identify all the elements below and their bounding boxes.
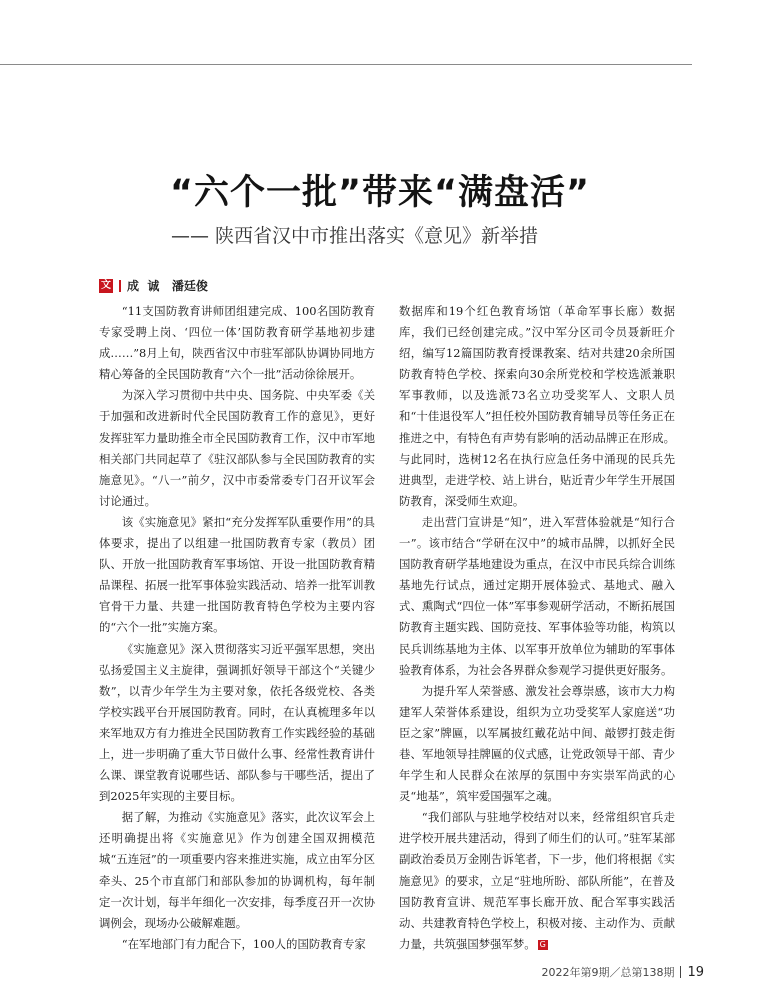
page-number: 19 xyxy=(687,964,704,980)
footer-divider xyxy=(680,966,681,978)
article-title: “六个一批”带来“满盘活” xyxy=(169,173,590,213)
paragraph: “在军地部门有力配合下，100人的国防教育专家 xyxy=(121,936,366,951)
paragraph: 为深入学习贯彻中共中央、国务院、中央军委《关于加强和改进新时代全民国防教育工作的意见》，更好发挥驻军力量助推全市全民国防教育工作，汉中市军地相关部门共同起草了《驻汉部队参与全民国防教育的实施意见》。“八一”前夕，汉中市委常委专门召开议军会讨论通过。 xyxy=(99,388,375,508)
byline xyxy=(99,277,208,294)
paragraph: 该《实施意见》紧扣“充分发挥军队重要作用”的具体要求，提出了以组建一批国防教育专家（教员）团队、开放一批国防教育军事场馆、开设一批国防教育精品课程、拓展一批军事体验实践活动、培养一批军训教官骨干力量、共建一批国防教育特色学校为主要内容的“六个一批”实施方案。 xyxy=(99,514,375,635)
top-rule xyxy=(0,64,692,65)
byline-divider xyxy=(119,280,121,292)
left-column xyxy=(99,301,375,955)
article-subtitle: —— 陕西省汉中市推出落实《意见》新举措 xyxy=(170,225,538,247)
paragraph-text: “我们部队与驻地学校结对以来，经常组织官兵走进学校开展共建活动，得到了师生们的认可。”驻军某部副政治委员万金刚告诉笔者，下一步，他们将根据《实施意见》的要求，立足“驻地所盼、部队所能”，在普及国防教育宣讲、规范军事长廊开放、配合军事实践活动、共建教育特色学校上，积极对接、主动作为、贡献力量，共筑强国梦强军梦。 xyxy=(399,810,675,951)
byline-mark: 文 xyxy=(101,279,111,291)
byline-authors: 成 诚 潘廷俊 xyxy=(127,279,208,293)
end-mark-icon: G xyxy=(539,939,546,949)
paragraph-last xyxy=(399,807,675,955)
paragraph: 走出营门宣讲是“知”，进入军营体验就是“知行合一”。该市结合“学研在汉中”的城市品牌，以抓好全民国防教育研学基地建设为重点，在汉中市民兵综合训练基地先行试点，通过定期开展体验式、基地式、融入式、熏陶式“四位一体”军事参观研学活动，不断拓展国防教育主题实践、国防竞技、军事体验等功能，构筑以民兵训练基地为主体、以军事开放单位为辅助的军事体验教育体系，为社会各界群众参观学习提供更好服务。 xyxy=(399,514,675,677)
issue-label: 2022年第9期／总第138期 xyxy=(541,966,675,979)
page-footer xyxy=(541,964,704,980)
paragraph: “11支国防教育讲师团组建完成、100名国防教育专家受聘上岗、‘四位一体’国防教育研学基地初步建成……”8月上旬，陕西省汉中市驻军部队协调协同地方精心筹备的全民国防教育“六个一批”活动徐徐展开。 xyxy=(99,304,375,382)
paragraph: 《实施意见》深入贯彻落实习近平强军思想，突出弘扬爱国主义主旋律，强调抓好领导干部这个“关键少数”，以青少年学生为主要对象，依托各级党校、各类学校实践平台开展国防教育。同时，在认真梳理多年以来军地双方有力推进全民国防教育工作实践经验的基础上，进一步明确了重大节日做什么事、经常性教育讲什么课、课堂教育说哪些话、部队参与干哪些活，提出了到2025年实现的主要目标。 xyxy=(99,641,375,804)
right-column xyxy=(399,301,675,955)
paragraph: 据了解，为推动《实施意见》落实，此次议军会上还明确提出将《实施意见》作为创建全国双拥模范城“五连冠”的一项重要内容来推进实施，成立由军分区牵头、25个市直部门和部队参加的协调机构，每年制定一次计划，每半年细化一次安排，每季度召开一次协调例会，现场办公破解难题。 xyxy=(99,810,375,930)
paragraph: 为提升军人荣誉感、激发社会尊崇感，该市大力构建军人荣誉体系建设，组织为立功受奖军人家庭送“功臣之家”牌匾，以军属披红戴花站中间、敲锣打鼓走街巷、军地领导挂牌匾的仪式感，让党政领导干部、青少年学生和人民群众在浓厚的氛围中夯实崇军尚武的心灵“地基”，筑牢爱国强军之魂。 xyxy=(399,683,675,804)
paragraph-continued: 数据库和19个红色教育场馆（革命军事长廊）数据库，我们已经创建完成。”汉中军分区司令员聂新旺介绍，编写12篇国防教育授课教案、结对共建20余所国防教育特色学校、探索向30余所党校和学校选派兼职军事教师，以及选派73名立功受奖军人、文职人员和“十佳退役军人”担任校外国防教育辅导员等任务正在推进之中，有特色有声势有影响的活动品牌正在形成。与此同时，选树12名在执行应急任务中涌现的民兵先进典型，走进学校、站上讲台，贴近青少年学生开展国防教育，深受师生欢迎。 xyxy=(399,304,675,508)
